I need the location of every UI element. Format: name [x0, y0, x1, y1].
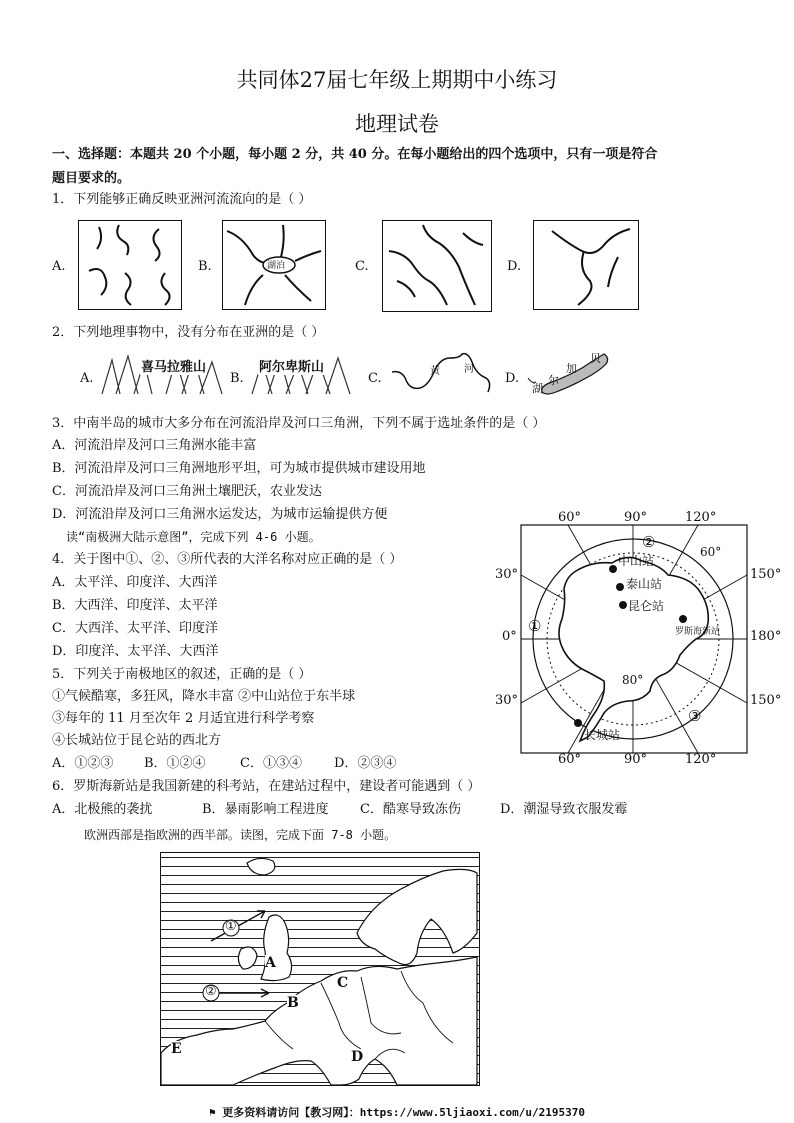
q2-option-b-mountain-image — [250, 354, 358, 394]
q5-option-b: B．①②④ — [144, 756, 206, 771]
lon-label-bottom-120: 120° — [685, 752, 717, 767]
europe-marker-1: ① — [225, 919, 237, 934]
lon-label-left-30-bottom: 30° — [495, 693, 519, 708]
station-taishan: 泰山站 — [626, 577, 663, 591]
q2-option-d-label: D. — [505, 371, 520, 386]
alps-text: 阿尔卑斯山 — [258, 356, 325, 375]
q4-option-b: B．大西洋、印度洋、太平洋 — [52, 598, 218, 613]
region-label-b: B — [287, 995, 299, 1011]
q1-option-c-rivers — [383, 221, 491, 311]
q1-option-a-river-map — [78, 220, 182, 310]
question-1-stem: 1．下列能够正确反映亚洲河流流向的是（ ） — [52, 192, 312, 207]
region-label-a: A — [265, 955, 276, 971]
q6-option-c: C．酷寒导致冻伤 — [360, 802, 461, 817]
q2-option-c-label: C. — [368, 371, 382, 386]
ocean-label-3: ③ — [688, 707, 702, 725]
ocean-label-1: ① — [528, 617, 542, 635]
lon-label-bottom-60: 60° — [558, 752, 582, 767]
lat-label-80: 80° — [622, 673, 644, 687]
station-zhongshan: 中山站 — [618, 554, 655, 568]
question-3-stem: 3．中南半岛的城市大多分布在河流沿岸及河口三角洲，下列不属于选址条件的是（ ） — [52, 416, 546, 431]
lon-label-top-90: 90° — [624, 510, 648, 525]
q1-option-d-rivers — [534, 221, 638, 309]
q5-option-c: C．①③④ — [240, 756, 302, 771]
baikal-char-3: 尔 — [548, 374, 559, 387]
section-instructions-line2: 题目要求的。 — [52, 171, 131, 186]
footer-link[interactable]: 更多资料请访问【教习网】：https://www.5ljiaoxi.com/u/2195370 — [222, 1106, 585, 1119]
lon-label-top-60: 60° — [558, 510, 582, 525]
question-6-stem: 6．罗斯海新站是我国新建的科考站，在建站过程中，建设者可能遇到（ ） — [52, 779, 481, 794]
q5-option-d: D．②③④ — [334, 756, 397, 771]
q1-option-a-label: A. — [52, 259, 66, 274]
page-subtitle: 地理试卷 — [355, 112, 439, 136]
q2-option-d-lake-image — [522, 350, 614, 398]
q6-option-d: D．潮湿导致衣服发霉 — [500, 802, 628, 817]
himalaya-text: 喜马拉雅山 — [140, 356, 207, 375]
question-4-stem: 4．关于图中①、②、③所代表的大洋名称对应正确的是（ ） — [52, 552, 403, 567]
station-kunlun: 昆仑站 — [628, 599, 665, 613]
lon-label-right-180: 180° — [750, 629, 782, 644]
section-instructions-line1: 一、选择题：本题共 20 个小题，每小题 2 分，共 40 分。在每小题给出的四个选项中，只有一项是符合 — [52, 147, 658, 162]
lon-label-right-150-bottom: 150° — [750, 693, 782, 708]
q1-option-d-river-map — [533, 220, 639, 310]
europe-marker-2: ② — [205, 984, 217, 999]
q1-option-d-label: D. — [507, 259, 522, 274]
page-title: 共同体27届七年级上期期中小练习 — [236, 68, 558, 92]
flag-icon: ⚑ — [209, 1106, 216, 1119]
q3-option-d: D．河流沿岸及河口三角洲水运发达，为城市运输提供方便 — [52, 507, 388, 522]
q5-option-a: A．①②③ — [52, 756, 114, 771]
q1-option-b-river-map — [222, 220, 326, 310]
antarctica-map-graphic — [492, 505, 784, 767]
q1-option-c-label: C. — [355, 259, 369, 274]
q3-option-b: B．河流沿岸及河口三角洲地形平坦，可为城市提供城市建设用地 — [52, 461, 426, 476]
station-ross-sea: 罗斯海新站 — [675, 627, 721, 637]
q3-option-a: A．河流沿岸及河口三角洲水能丰富 — [52, 438, 257, 453]
q1-option-a-rivers — [79, 221, 181, 309]
western-europe-map-graphic — [161, 853, 479, 1085]
lon-label-bottom-90: 90° — [624, 752, 648, 767]
lon-label-top-120: 120° — [685, 510, 717, 525]
station-great-wall: 长城站 — [584, 728, 621, 742]
q6-option-b: B．暴雨影响工程进度 — [202, 802, 329, 817]
yellow-river-text-1: 黄 — [430, 366, 440, 377]
region-label-c: C — [337, 975, 349, 991]
intro-questions-4-6: 读“南极洲大陆示意图”，完成下列 4-6 小题。 — [66, 530, 321, 544]
question-5-stem: 5．下列关于南极地区的叙述，正确的是（ ） — [52, 667, 312, 682]
q6-option-a: A．北极熊的袭扰 — [52, 802, 153, 817]
q1-option-c-river-map — [382, 220, 492, 312]
yellow-river-icon — [388, 352, 496, 396]
intro-questions-7-8: 欧洲西部是指欧洲的西半部。读图，完成下面 7-8 小题。 — [84, 828, 397, 842]
lon-label-right-150-top: 150° — [750, 567, 782, 582]
q4-option-d: D．印度洋、太平洋、大西洋 — [52, 644, 219, 659]
baikal-char-1: 贝 — [590, 352, 601, 365]
q5-statement-3: ③每年的 11 月至次年 2 月适宜进行科学考察 — [52, 711, 315, 726]
lon-label-left-30-top: 30° — [495, 567, 519, 582]
q4-option-c: C．大西洋、太平洋、印度洋 — [52, 621, 218, 636]
antarctica-map — [492, 505, 784, 767]
q5-statement-4: ④长城站位于昆仑站的西北方 — [52, 733, 222, 748]
q2-option-c-river-image — [388, 352, 496, 396]
region-label-e: E — [171, 1041, 182, 1057]
q3-option-c: C．河流沿岸及河口三角洲土壤肥沃，农业发达 — [52, 484, 322, 499]
question-2-stem: 2．下列地理事物中，没有分布在亚洲的是（ ） — [52, 325, 325, 340]
lon-label-left-0: 0° — [502, 629, 517, 644]
q2-option-a-label: A. — [80, 371, 94, 386]
lake-label: 湖泊 — [267, 261, 286, 271]
baikal-char-4: 湖 — [532, 382, 543, 395]
q2-option-a-mountain-image — [100, 354, 224, 394]
baikal-char-2: 加 — [566, 362, 577, 375]
yellow-river-text-2: 河 — [464, 364, 474, 375]
footer — [0, 1104, 794, 1120]
q5-statement-1-2: ①气候酷寒，多狂风，降水丰富 ②中山站位于东半球 — [52, 689, 356, 704]
q4-option-a: A．太平洋、印度洋、大西洋 — [52, 575, 218, 590]
ocean-label-2: ② — [642, 533, 656, 551]
western-europe-map — [160, 852, 480, 1086]
q1-option-b-label: B. — [198, 259, 212, 274]
region-label-d: D — [351, 1049, 364, 1065]
lat-label-60: 60° — [700, 545, 722, 559]
q2-option-b-label: B. — [230, 371, 244, 386]
